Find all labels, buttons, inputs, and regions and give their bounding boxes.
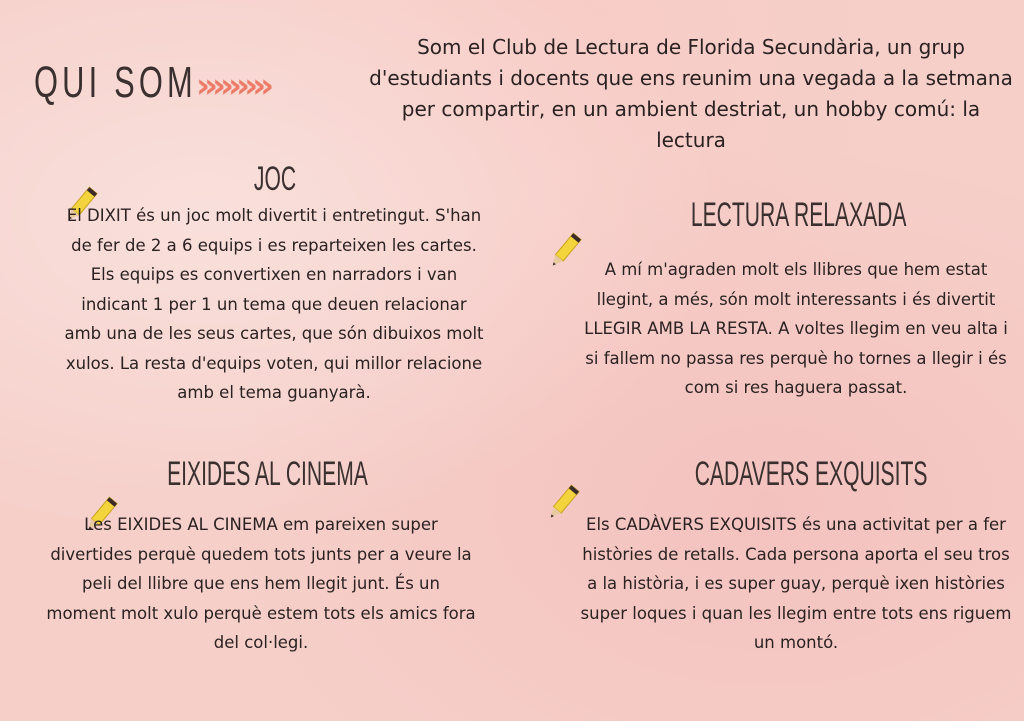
page-title: QUI SOM — [34, 58, 197, 107]
section-title-cadavers: CADAVERS EXQUISITS — [694, 455, 928, 493]
section-text-joc: El DIXIT és un joc molt divertit i entretingut. S'han de fer de 2 a 6 equips i es reparteixen les cartes. Els equips es convertixen en narradors i van indicant 1 per 1 un tema que deuen relacionar amb una de les seus cartes, que són dibuixos molt xulos. La resta d'equips voten, qui millor relacione amb el tema guanyarà. — [64, 206, 484, 402]
section-text-eixides: Les EIXIDES AL CINEMA em pareixen super divertides perquè quedem tots junts per a veure la peli del llibre que ens hem llegit junt. És un moment molt xulo perquè estem tots els amics fora del col·legi. — [46, 515, 476, 652]
section-text-lectura: A mí m'agraden molt els llibres que hem estat llegint, a més, són molt interessants i és divertit LLEGIR AMB LA RESTA. A voltes llegim en veu alta i si fallem no passa res perquè ho tornes a llegir i és com si res haguera passat. — [584, 260, 1008, 397]
intro-text: Som el Club de Lectura de Florida Secundària, un grup d'estudiants i docents que ens reunim una vegada a la setmana per compartir, en un ambient destriat, un hobby comú: la lectura — [369, 35, 1013, 152]
section-text-cadavers: Els CADÀVERS EXQUISITS és una activitat per a fer històries de retalls. Cada persona aporta el seu tros a la història, i es super guay, perquè ixen històries super loques i quan les llegim entre tots ens riguem un montó. — [580, 515, 1012, 652]
section-title-joc: JOC — [253, 160, 297, 198]
pencil-icon — [542, 482, 584, 524]
section-title-eixides: EIXIDES AL CINEMA — [167, 455, 368, 493]
arrows-decoration: ››››››››› — [196, 66, 269, 106]
section-title-lectura: LECTURA RELAXADA — [690, 196, 907, 234]
